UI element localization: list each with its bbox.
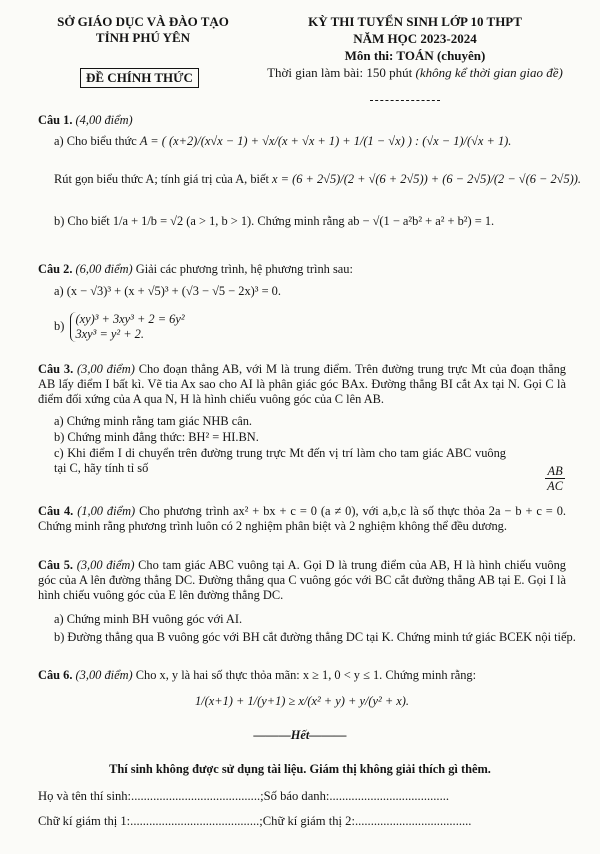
end-mark: ———Hết——— (253, 728, 347, 742)
question-3a: a) Chứng minh rằng tam giác NHB cân. (54, 414, 253, 428)
header-divider (370, 100, 440, 101)
question-1a: a) Cho biểu thức A = ( (x+2)/(x√x − 1) + √x/(x + √x + 1) + 1/(1 − √x) ) : (√x − 1)/(√x + 1). (54, 134, 512, 148)
exam-title: KỲ THI TUYỂN SINH LỚP 10 THPT (308, 14, 522, 29)
equation-system (70, 312, 184, 342)
expression-x: x = (6 + 2√5)/(2 + √(6 + 2√5)) + (6 − 2√5)/(2 − √(6 − 2√5)). (272, 172, 582, 186)
question-4: Câu 4. (1,00 điểm) Cho phương trình ax² + bx + c = 0 (a ≠ 0), với a,b,c là số thực thỏa 2a − b + c = 0. Chứng minh rằng phương trình luôn có 2 nghiệm phân biệt và 2 nghiệm không thể đều dương. (38, 504, 566, 534)
candidate-info-line: Họ và tên thí sinh:.........................................;Số báo danh:...................................... (38, 789, 450, 803)
exam-note: Thí sinh không được sử dụng tài liệu. Giám thị không giải thích gì thêm. (109, 762, 491, 776)
exam-year: NĂM HỌC 2023-2024 (353, 30, 477, 46)
question-3c: c) Khi điểm I di chuyển trên đường trung trực Mt đến vị trí làm cho tam giác ABC vuông tại C, hãy tính tỉ số $\frac{AB}{AC}$ (54, 446, 563, 494)
supervisor-sign-line: Chữ kí giám thị 1:.........................................;Chữ kí giám thị 2:..................................... (38, 814, 472, 828)
exam-time: Thời gian làm bài: 150 phút (không kể thời gian giao đề) (267, 64, 563, 80)
question-3: Câu 3. (3,00 điểm) Cho đoạn thẳng AB, với M là trung điểm. Trên đường trung trực Mt của đoạn thẳng AB lấy điểm I bất kì. Vẽ tia Ax sao cho AI là phân giác góc BAx. Đường thẳng BI cắt Ax tại N. Gọi C là điểm đối xứng của A qua N, H là hình chiếu vuông góc của C lên AB. (38, 362, 566, 407)
system-equation-1: (xy)³ + 3xy³ + 2 = 6y² (75, 312, 185, 326)
department-line-1: SỞ GIÁO DỤC VÀ ĐÀO TẠO (57, 14, 229, 29)
question-2b: b) (xy)³ + 3xy³ + 2 = 6y² 3xy³ = y² + 2. (54, 312, 185, 342)
question-3b: b) Chứng minh đẳng thức: BH² = HI.BN. (54, 430, 259, 444)
exam-header (250, 14, 580, 82)
question-6-inequality: 1/(x+1) + 1/(y+1) ≥ x/(x² + y) + y/(y² + x). (194, 694, 410, 708)
department-line-2: TỈNH PHÚ YÊN (95, 30, 191, 46)
question-1a-part2: Rút gọn biểu thức A; tính giá trị của A, biết x = (6 + 2√5)/(2 + √(6 + 2√5)) + (6 − 2√5)/(2 − √(6 − 2√5)). (54, 172, 582, 186)
question-5: Câu 5. (3,00 điểm) Cho tam giác ABC vuông tại A. Gọi D là trung điểm của AB, H là hình chiếu vuông góc của A lên đường thẳng DC. Đường thẳng qua C vuông góc với BC cắt đường thẳng AB tại E. Gọi I là hình chiếu vuông góc của E lên đường thẳng DC. (38, 558, 566, 603)
question-6: Câu 6. (3,00 điểm) Cho x, y là hai số thực thỏa mãn: x ≥ 1, 0 < y ≤ 1. Chứng minh rằng: (38, 668, 477, 682)
ratio-AB-AC: $\frac{AB}{AC}$ (547, 464, 563, 494)
question-1-heading: Câu 1. (4,00 điểm) (38, 113, 133, 127)
expression-A: A = ( (x+2)/(x√x − 1) + √x/(x + √x + 1) + 1/(1 − √x) ) : (√x − 1)/(√x + 1). (139, 134, 512, 148)
question-1b: b) Cho biết 1/a + 1/b = √2 (a > 1, b > 1). Chứng minh rằng ab − √(1 − a²b² + a² + b²) = 1. (54, 214, 495, 228)
question-5a: a) Chứng minh BH vuông góc với AI. (54, 612, 243, 626)
department-header (38, 14, 248, 47)
question-2a: a) (x − √3)³ + (x + √5)³ + (√3 − √5 − 2x)³ = 0. (54, 284, 281, 298)
question-2-heading: Câu 2. (6,00 điểm) Giải các phương trình, hệ phương trình sau: (38, 262, 353, 276)
exam-subject: Môn thi: TOÁN (chuyên) (344, 47, 486, 63)
question-5b: b) Đường thẳng qua B vuông góc với BH cắt đường thẳng DC tại K. Chứng minh tứ giác BCEK nội tiếp. (54, 630, 576, 644)
system-equation-2: 3xy³ = y² + 2. (75, 327, 144, 342)
official-stamp: ĐỀ CHÍNH THỨC (80, 68, 199, 88)
